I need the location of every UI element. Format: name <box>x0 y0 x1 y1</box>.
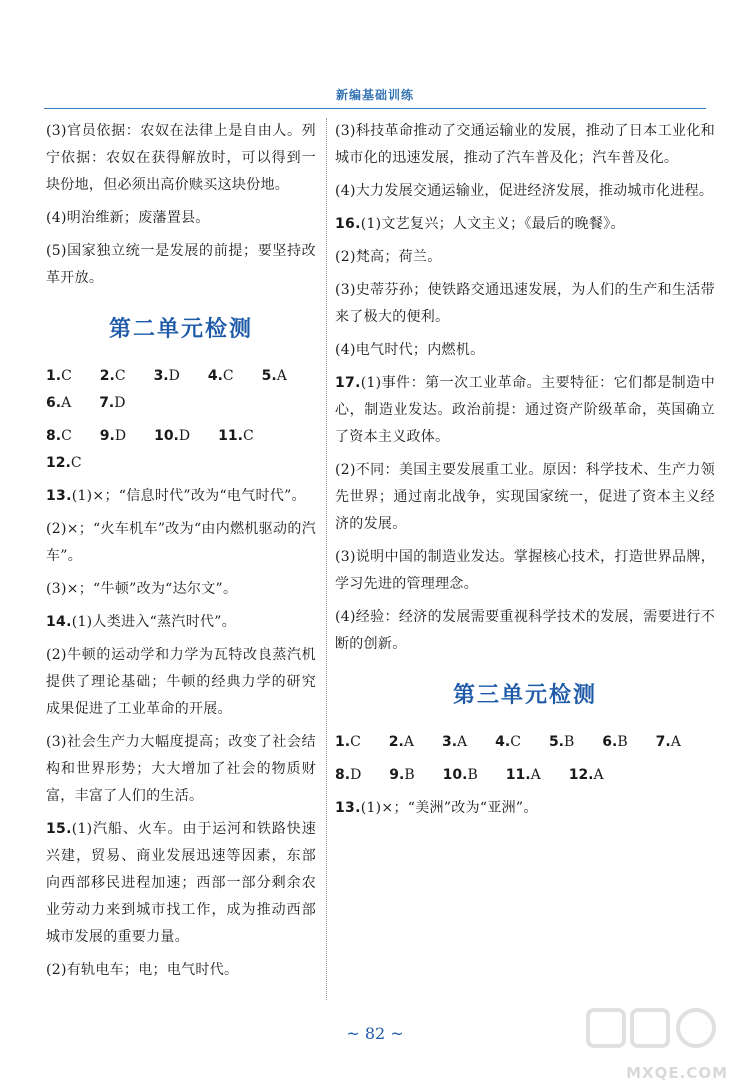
question-16-part-1: 16.(1)文艺复兴；人文主义；《最后的晚餐》。 <box>335 216 625 232</box>
mc-answer: 1.C <box>335 734 361 750</box>
left-column <box>46 118 316 990</box>
mc-answer: 10.D <box>154 428 191 444</box>
question-13-part-1: 13.(1)×；“信息时代”改为“电气时代”。 <box>46 488 306 504</box>
running-header-title: 新编基础训练 <box>335 88 414 102</box>
mc-answer: 2.A <box>388 734 414 750</box>
question-14-part-2: (2)牛顿的运动学和力学为瓦特改良蒸汽机提供了理论基础；牛顿的经典力学的研究成果促进了工业革命的开展。 <box>46 647 316 717</box>
watermark-url: MXQE.COM <box>626 1064 728 1082</box>
question-13-part-2: (2)×；“火车机车”改为“由内燃机驱动的汽车”。 <box>46 521 316 564</box>
section-heading-unit-2: 第二单元检测 <box>108 317 253 342</box>
question-13-part-3: (3)×；“牛顿”改为“达尔文”。 <box>46 581 238 597</box>
question-14-part-1: 14.(1)人类进入“蒸汽时代”。 <box>46 614 237 630</box>
mc-answer: 6.B <box>602 734 628 750</box>
mc-answer: 4.C <box>207 368 234 384</box>
question-17-part-3: (3)说明中国的制造业发达。掌握核心技术，打造世界品牌，学习先进的管理理念。 <box>335 549 715 592</box>
column-divider <box>326 118 327 1000</box>
mc-answers-row <box>46 423 316 477</box>
mc-answer: 5.A <box>261 368 287 384</box>
question-15-part-1: 15.(1)汽船、火车。由于运河和铁路快速兴建，贸易、商业发展迅速等因素，东部向西部移民进程加速；西部一部分剩余农业劳动力来到城市找工作，成为推动西部城市发展的重要力量。 <box>46 821 316 945</box>
question-16-part-4: (4)电气时代；内燃机。 <box>335 342 485 358</box>
paragraph: (5)国家独立统一是发展的前提；要坚持改革开放。 <box>46 243 316 286</box>
mc-answer: 2.C <box>99 368 126 384</box>
mc-answer: 1.C <box>46 368 72 384</box>
mc-answer: 5.B <box>548 734 575 750</box>
paragraph: (4)明治维新；废藩置县。 <box>46 210 210 226</box>
mc-answer: 12.A <box>568 767 604 783</box>
section-heading-unit-3: 第三单元检测 <box>452 683 597 708</box>
mc-answer: 11.A <box>505 767 541 783</box>
question-14-part-3: (3)社会生产力大幅度提高；改变了社会结构和世界形势；大大增加了社会的物质财富，丰富了人们的生活。 <box>46 734 316 804</box>
question-17-part-2: (2)不同：美国主要发展重工业。原因：科学技术、生产力领先世界；通过南北战争，实现国家统一，促进了资本主义经济的发展。 <box>335 462 715 532</box>
mc-answer: 6.A <box>46 395 72 411</box>
mc-answers-row <box>46 363 316 417</box>
mc-answer: 8.D <box>335 767 362 783</box>
header-rule <box>44 108 706 109</box>
question-16-part-2: (2)梵高；荷兰。 <box>335 249 442 265</box>
mc-answer: 3.A <box>441 734 468 750</box>
question-17-part-4: (4)经验：经济的发展需要重视科学技术的发展，需要进行不断的创新。 <box>335 609 715 652</box>
mc-answer: 8.C <box>46 428 72 444</box>
mc-answer: 7.D <box>99 395 126 411</box>
mc-answer: 3.D <box>153 368 180 384</box>
paragraph: (3)官员依据：农奴在法律上是自由人。列宁依据：农奴在获得解放时，可以得到一块份地，但必须出高价赎买这块份地。 <box>46 123 316 193</box>
mc-answer: 10.B <box>442 767 478 783</box>
mc-answer: 11.C <box>218 428 254 444</box>
question-17-part-1: 17.(1)事件：第一次工业革命。主要特征：它们都是制造中心，制造业发达。政治前提：通过资产阶级革命，英国确立了资本主义政体。 <box>335 375 715 445</box>
mc-answer: 7.A <box>655 734 681 750</box>
mc-answers-row <box>335 762 715 789</box>
question-13-part-1: 13.(1)×；“美洲”改为“亚洲”。 <box>335 800 538 816</box>
mc-answer: 4.C <box>495 734 521 750</box>
question-15-part-2: (2)有轨电车；电；电气时代。 <box>46 962 239 978</box>
mc-answer: 12.C <box>46 455 82 471</box>
right-column <box>335 118 715 828</box>
page-number: ~ 82 ~ <box>346 1024 404 1043</box>
paragraph: (3)科技革命推动了交通运输业的发展，推动了日本工业化和城市化的迅速发展，推动了汽车普及化；汽车普及化。 <box>335 123 715 166</box>
mc-answers-row <box>335 729 715 756</box>
mc-answer: 9.B <box>389 767 415 783</box>
question-16-part-3: (3)史蒂芬孙；使铁路交通迅速发展，为人们的生产和生活带来了极大的便利。 <box>335 282 715 325</box>
mc-answer: 9.D <box>99 428 127 444</box>
paragraph: (4)大力发展交通运输业，促进经济发展，推动城市化进程。 <box>335 183 714 199</box>
